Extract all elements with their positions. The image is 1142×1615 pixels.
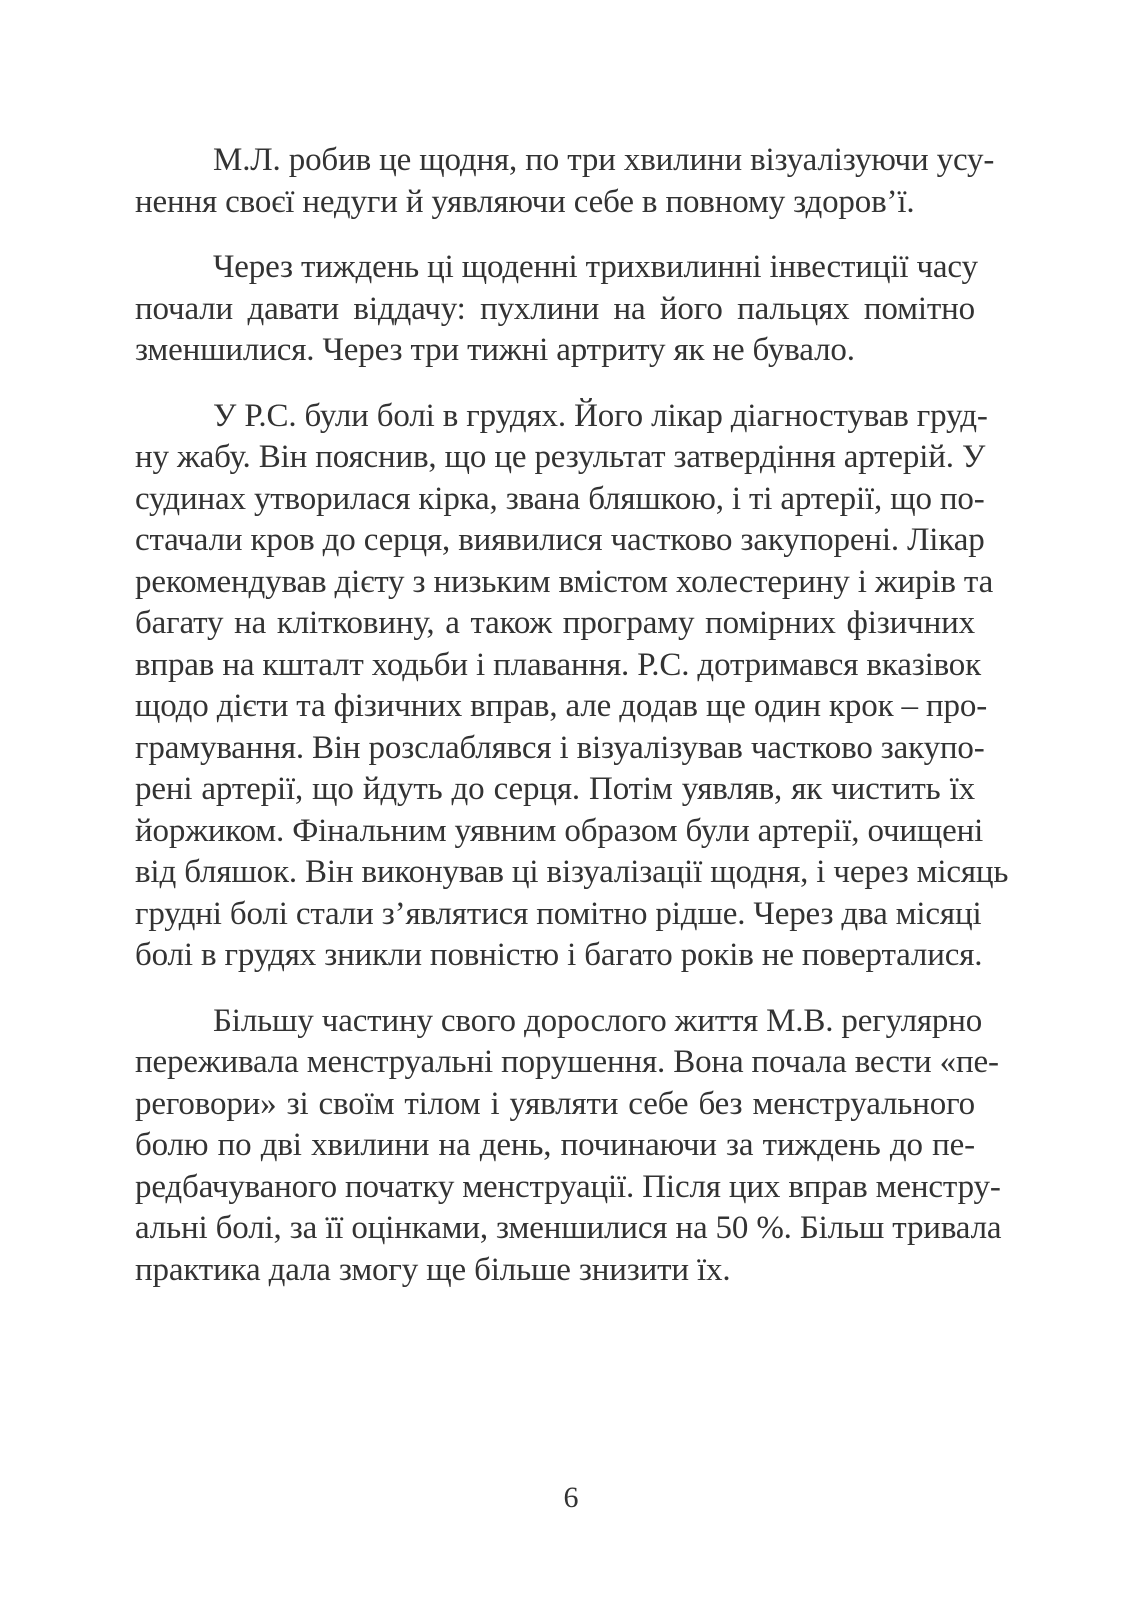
text-line: Через тиждень ці щоденні трихвилинні інвестиції часу <box>213 249 978 285</box>
text-line: судинах утворилася кірка, звана бляшкою, і ті артерії, що по- <box>135 480 985 517</box>
text-line: альні болі, за її оцінками, зменшилися на 50 %. Більш тривала <box>135 1210 1002 1246</box>
text-line: грамування. Він розслаблявся і візуалізував частково закупо- <box>135 729 985 766</box>
text-line: від бляшок. Він виконував ці візуалізації щодня, і через місяць <box>135 854 1009 890</box>
text-line: рені артерії, що йдуть до серця. Потім уявляв, як чистить їх <box>135 771 975 807</box>
paragraph-3 <box>135 396 1009 977</box>
text-line: щодо дієти та фізичних вправ, але додав ще один крок – про- <box>135 688 988 724</box>
text-line: почали давати віддачу: пухлини на його пальцях помітно <box>135 290 975 327</box>
text-line: рекомендував дієту з низьким вмістом холестерину і жирів та <box>135 563 994 600</box>
text-line: ну жабу. Він пояснив, що це результат затвердіння артерій. У <box>135 439 986 475</box>
text-line: зменшилися. Через три тижні артриту як не бувало. <box>135 332 855 368</box>
text-line: У Р.С. були болі в грудях. Його лікар діагностував груд- <box>213 397 988 434</box>
text-line: болі в грудях зникли повністю і багато років не поверталися. <box>135 937 983 973</box>
text-line: стачали кров до серця, виявилися частково закупорені. Лікар <box>135 522 985 558</box>
text-line: редбачуваного початку менструації. Після цих вправ менстру- <box>135 1168 1001 1205</box>
text-line: нення своєї недуги й уявляючи себе в повному здоров’ї. <box>135 183 915 220</box>
text-line: вправ на кшталт ходьби і плавання. Р.С. дотримався вказівок <box>135 646 982 683</box>
body-text <box>135 140 1009 1315</box>
paragraph-1 <box>135 140 995 223</box>
text-line: багату на клітковину, а також програму помірних фізичних <box>135 605 975 641</box>
text-line: Більшу частину свого дорослого життя М.В. регулярно <box>213 1002 983 1039</box>
paragraph-2 <box>135 247 978 372</box>
text-line: грудні болі стали з’являтися помітно рідше. Через два місяці <box>135 895 982 932</box>
text-line: М.Л. робив це щодня, по три хвилини візуалізуючи усу- <box>213 142 995 178</box>
text-line: реговори» зі своїм тілом і уявляти себе без менструального <box>135 1085 975 1122</box>
paragraph-4 <box>135 1001 1002 1292</box>
text-line: йоржиком. Фінальним уявним образом були артерії, очищені <box>135 812 984 849</box>
page-number: 6 <box>563 1481 579 1514</box>
text-line: болю по дві хвилини на день, починаючи за тиждень до пе- <box>135 1127 975 1163</box>
text-line: практика дала змогу ще більше знизити їх. <box>135 1251 731 1288</box>
text-line: переживала менструальні порушення. Вона почала вести «пе- <box>135 1044 999 1080</box>
